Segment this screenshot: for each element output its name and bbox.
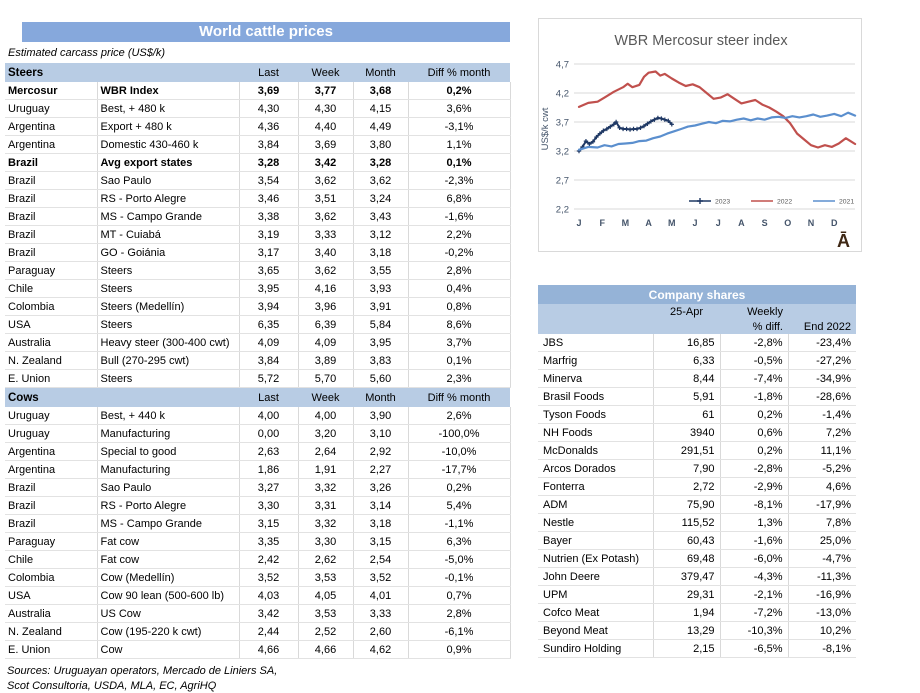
table-row: Colombia Cow (Medellín) 3,52 3,53 3,52 -0,1% bbox=[5, 569, 510, 587]
steers-table bbox=[5, 63, 511, 388]
x-tick-label: A bbox=[645, 218, 652, 228]
company-shares-table bbox=[538, 285, 856, 658]
column-header-weekly: Weekly bbox=[720, 304, 788, 319]
y-tick-label: 2,7 bbox=[555, 175, 569, 187]
company-shares-title: Company shares bbox=[538, 285, 856, 304]
table-row: Marfrig 6,33 -0,5% -27,2% bbox=[538, 352, 856, 370]
table-row: Paraguay Fat cow 3,35 3,30 3,15 6,3% bbox=[5, 533, 510, 551]
column-header-last: Last bbox=[239, 63, 298, 82]
table-row: Nutrien (Ex Potash) 69,48 -6,0% -4,7% bbox=[538, 550, 856, 568]
x-tick-label: F bbox=[599, 218, 605, 228]
x-tick-label: M bbox=[668, 218, 676, 228]
steers-header-row bbox=[5, 63, 510, 82]
table-row: Brazil MS - Campo Grande 3,15 3,32 3,18 -1,1% bbox=[5, 515, 510, 533]
legend-label-2023: 2023 bbox=[715, 198, 731, 206]
y-tick-label: 3,7 bbox=[555, 117, 569, 129]
cows-table bbox=[5, 388, 511, 659]
table-row: Brazil RS - Porto Alegre 3,30 3,31 3,14 5,4% bbox=[5, 497, 510, 515]
column-header-month: Month bbox=[353, 388, 408, 407]
sources-line-1: Sources: Uruguayan operators, Mercado de Liniers SA, bbox=[7, 665, 278, 677]
x-tick-label: S bbox=[761, 218, 768, 228]
table-row: Australia US Cow 3,42 3,53 3,33 2,8% bbox=[5, 605, 510, 623]
table-row: Australia Heavy steer (300-400 cwt) 4,09 4,09 3,95 3,7% bbox=[5, 334, 510, 352]
x-tick-label: A bbox=[738, 218, 745, 228]
table-row: Nestle 115,52 1,3% 7,8% bbox=[538, 514, 856, 532]
table-row: USA Steers 6,35 6,39 5,84 8,6% bbox=[5, 316, 510, 334]
table-row: Argentina Domestic 430-460 k 3,84 3,69 3,80 1,1% bbox=[5, 136, 510, 154]
table-row: Fonterra 2,72 -2,9% 4,6% bbox=[538, 478, 856, 496]
table-row: E. Union Cow 4,66 4,66 4,62 0,9% bbox=[5, 641, 510, 659]
company-subheader-row-1 bbox=[538, 304, 856, 319]
x-tick-label: J bbox=[692, 218, 698, 228]
series-2023-line bbox=[579, 118, 672, 151]
table-row: UPM 29,31 -2,1% -16,9% bbox=[538, 586, 856, 604]
table-row: N. Zealand Bull (270-295 cwt) 3,84 3,89 3,83 0,1% bbox=[5, 352, 510, 370]
table-row: Brazil Avg export states 3,28 3,42 3,28 0,1% bbox=[5, 154, 510, 172]
watermark-a-macron: Ā bbox=[837, 231, 850, 251]
table-row: E. Union Steers 5,72 5,70 5,60 2,3% bbox=[5, 370, 510, 388]
y-tick-label: 4,7 bbox=[555, 59, 569, 71]
column-header-diff: Diff % month bbox=[408, 63, 510, 82]
y-tick-label: 3,2 bbox=[555, 146, 569, 158]
column-header-last: Last bbox=[239, 388, 298, 407]
table-row: Argentina Special to good 2,63 2,64 2,92 -10,0% bbox=[5, 443, 510, 461]
column-header-end-2022: End 2022 bbox=[788, 319, 856, 334]
table-row: Chile Fat cow 2,42 2,62 2,54 -5,0% bbox=[5, 551, 510, 569]
x-tick-label: O bbox=[784, 218, 792, 228]
series-2022-line bbox=[579, 72, 855, 148]
world-cattle-prices-panel bbox=[5, 22, 510, 693]
table-row: Uruguay Manufacturing 0,00 3,20 3,10 -100,0% bbox=[5, 425, 510, 443]
company-subheader-row-2 bbox=[538, 319, 856, 334]
cows-header-row bbox=[5, 388, 510, 407]
series-2021-line bbox=[579, 113, 855, 150]
x-tick-label: D bbox=[830, 218, 838, 228]
column-header-week: Week bbox=[298, 388, 353, 407]
x-tick-label: N bbox=[807, 218, 815, 228]
table-row: USA Cow 90 lean (500-600 lb) 4,03 4,05 4,01 0,7% bbox=[5, 587, 510, 605]
cows-section-label: Cows bbox=[5, 388, 239, 407]
page-title: World cattle prices bbox=[22, 22, 510, 42]
sources-note bbox=[5, 659, 510, 693]
column-header-pct-diff: % diff. bbox=[720, 319, 788, 334]
table-row: Argentina Manufacturing 1,86 1,91 2,27 -17,7% bbox=[5, 461, 510, 479]
table-row: Bayer 60,43 -1,6% 25,0% bbox=[538, 532, 856, 550]
table-row: Uruguay Best, + 440 k 4,00 4,00 3,90 2,6% bbox=[5, 407, 510, 425]
table-row: ADM 75,90 -8,1% -17,9% bbox=[538, 496, 856, 514]
sources-line-2: Scot Consultoria, USDA, MLA, EC, AgriHQ bbox=[7, 679, 217, 692]
table-row: Beyond Meat 13,29 -10,3% 10,2% bbox=[538, 622, 856, 640]
table-row: Paraguay Steers 3,65 3,62 3,55 2,8% bbox=[5, 262, 510, 280]
column-header-date: 25-Apr bbox=[653, 304, 720, 319]
steer-index-chart bbox=[538, 18, 862, 252]
column-header-month: Month bbox=[353, 63, 408, 82]
table-row: Uruguay Best, + 480 k 4,30 4,30 4,15 3,6% bbox=[5, 100, 510, 118]
legend-label-2022: 2022 bbox=[777, 198, 793, 206]
table-row: Tyson Foods 61 0,2% -1,4% bbox=[538, 406, 856, 424]
table-row: Brazil MT - Cuiabá 3,19 3,33 3,12 2,2% bbox=[5, 226, 510, 244]
table-row: N. Zealand Cow (195-220 k cwt) 2,44 2,52 2,60 -6,1% bbox=[5, 623, 510, 641]
company-title-row bbox=[538, 285, 856, 304]
y-tick-label: 2,2 bbox=[555, 204, 569, 216]
table-row: McDonalds 291,51 0,2% 11,1% bbox=[538, 442, 856, 460]
table-row: Argentina Export + 480 k 4,36 4,40 4,49 -3,1% bbox=[5, 118, 510, 136]
table-row: Brasil Foods 5,91 -1,8% -28,6% bbox=[538, 388, 856, 406]
steers-section-label: Steers bbox=[5, 63, 239, 82]
table-row: Mercosur WBR Index 3,69 3,77 3,68 0,2% bbox=[5, 82, 510, 100]
table-row: Brazil Sao Paulo 3,54 3,62 3,62 -2,3% bbox=[5, 172, 510, 190]
column-header-week: Week bbox=[298, 63, 353, 82]
table-row: John Deere 379,47 -4,3% -11,3% bbox=[538, 568, 856, 586]
table-row: Brazil MS - Campo Grande 3,38 3,62 3,43 -1,6% bbox=[5, 208, 510, 226]
chart-title: WBR Mercosur steer index bbox=[614, 33, 788, 49]
table-row: Sundiro Holding 2,15 -6,5% -8,1% bbox=[538, 640, 856, 658]
x-tick-label: M bbox=[621, 218, 630, 228]
table-row: Arcos Dorados 7,90 -2,8% -5,2% bbox=[538, 460, 856, 478]
y-tick-label: 4,2 bbox=[555, 88, 569, 100]
y-axis-label: US$/k cwt bbox=[540, 107, 551, 151]
legend-marker-2023 bbox=[697, 198, 703, 204]
legend-label-2021: 2021 bbox=[839, 198, 855, 206]
table-row: Minerva 8,44 -7,4% -34,9% bbox=[538, 370, 856, 388]
steer-index-chart-svg bbox=[539, 19, 861, 251]
column-header-diff: Diff % month bbox=[408, 388, 510, 407]
table-row: JBS 16,85 -2,8% -23,4% bbox=[538, 334, 856, 352]
subtitle: Estimated carcass price (US$/k) bbox=[8, 47, 166, 59]
right-panel bbox=[538, 18, 862, 655]
table-row: Brazil GO - Goiánia 3,17 3,40 3,18 -0,2% bbox=[5, 244, 510, 262]
x-tick-label: J bbox=[715, 218, 721, 228]
table-row: Brazil Sao Paulo 3,27 3,32 3,26 0,2% bbox=[5, 479, 510, 497]
table-row: NH Foods 3940 0,6% 7,2% bbox=[538, 424, 856, 442]
table-row: Brazil RS - Porto Alegre 3,46 3,51 3,24 6,8% bbox=[5, 190, 510, 208]
table-row: Cofco Meat 1,94 -7,2% -13,0% bbox=[538, 604, 856, 622]
x-tick-label: J bbox=[576, 218, 582, 228]
table-row: Colombia Steers (Medellín) 3,94 3,96 3,91 0,8% bbox=[5, 298, 510, 316]
table-row: Chile Steers 3,95 4,16 3,93 0,4% bbox=[5, 280, 510, 298]
